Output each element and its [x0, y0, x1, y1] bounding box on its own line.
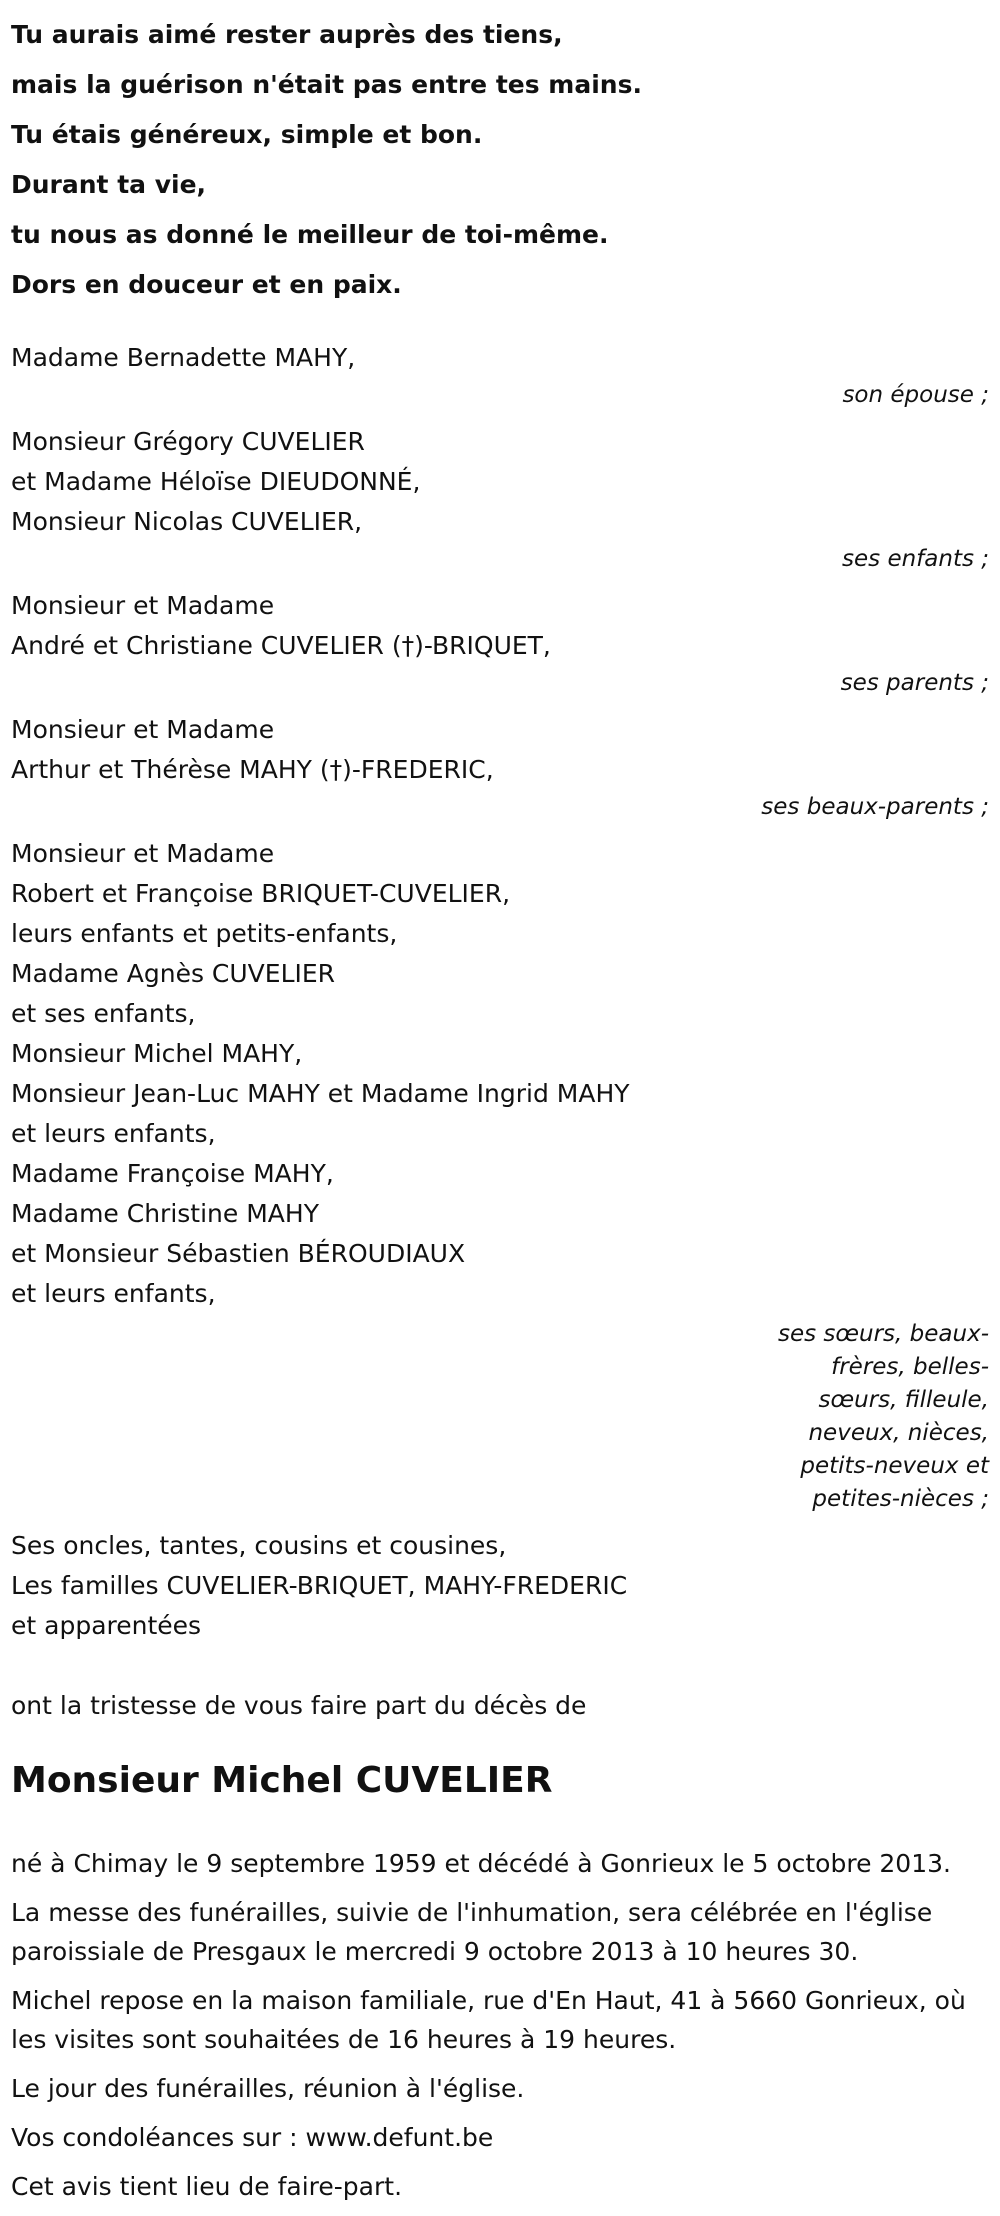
- family-member-name: Madame Christine MAHY: [11, 1199, 319, 1228]
- family-member-name: et Madame Héloïse DIEUDONNÉ,: [11, 467, 421, 496]
- family-member-name: et leurs enfants,: [11, 1279, 216, 1308]
- poem-line: mais la guérison n'était pas entre tes mains.: [11, 70, 642, 99]
- relation-label: ses sœurs, beaux-frères, belles-sœurs, filleule, neveux, nièces, petits-neveux et petites-nièces ;: [777, 1321, 989, 1512]
- family-group-siblings: [11, 834, 989, 1516]
- family-member-name: Arthur et Thérèse MAHY (†)-FREDERIC,: [11, 755, 494, 784]
- family-member-name: Monsieur Grégory CUVELIER: [11, 427, 365, 456]
- extended-family-line: Les familles CUVELIER-BRIQUET, MAHY-FREDERIC: [11, 1571, 628, 1600]
- poem-line: Tu étais généreux, simple et bon.: [11, 120, 483, 149]
- family-member-name: André et Christiane CUVELIER (†)-BRIQUET,: [11, 631, 551, 660]
- poem-line: tu nous as donné le meilleur de toi-même.: [11, 220, 609, 249]
- family-member-name: Madame Bernadette MAHY,: [11, 343, 356, 372]
- notice-footer: Cet avis tient lieu de faire-part.: [11, 2172, 403, 2201]
- family-member-name: Monsieur et Madame: [11, 839, 275, 868]
- poem-line: Durant ta vie,: [11, 170, 207, 199]
- poem-line: Tu aurais aimé rester auprès des tiens,: [11, 20, 563, 49]
- extended-family-line: et apparentées: [11, 1611, 202, 1640]
- family-member-name: Monsieur et Madame: [11, 591, 275, 620]
- family-member-name: leurs enfants et petits-enfants,: [11, 919, 398, 948]
- poem-line: Dors en douceur et en paix.: [11, 270, 402, 299]
- funeral-day-info: Le jour des funérailles, réunion à l'église.: [11, 2074, 525, 2103]
- funeral-details: [11, 1844, 989, 2206]
- relation-label: ses parents ;: [840, 670, 989, 696]
- poem: [11, 0, 989, 310]
- condolences-info: Vos condoléances sur : www.defunt.be: [11, 2123, 494, 2152]
- family-member-name: Monsieur Nicolas CUVELIER,: [11, 507, 363, 536]
- family-group-spouse: [11, 338, 989, 412]
- family-member-name: Madame Françoise MAHY,: [11, 1159, 334, 1188]
- announcement-intro: ont la tristesse de vous faire part du décès de: [11, 1691, 587, 1720]
- relation-label: ses enfants ;: [842, 546, 989, 572]
- visitation-info: Michel repose en la maison familiale, rue d'En Haut, 41 à 5660 Gonrieux, où les visites sont souhaitées de 16 heures à 19 heures.: [11, 1986, 966, 2054]
- family-member-name: Madame Agnès CUVELIER: [11, 959, 336, 988]
- family-member-name: et leurs enfants,: [11, 1119, 216, 1148]
- relation-label: son épouse ;: [842, 382, 989, 408]
- family-member-name: et ses enfants,: [11, 999, 196, 1028]
- funeral-mass-info: La messe des funérailles, suivie de l'inhumation, sera célébrée en l'église paroissiale de Presgaux le mercredi 9 octobre 2013 à 10 heures 30.: [11, 1898, 933, 1966]
- family-member-name: Robert et Françoise BRIQUET-CUVELIER,: [11, 879, 511, 908]
- family-group-children: [11, 422, 989, 576]
- family-member-name: Monsieur et Madame: [11, 715, 275, 744]
- family-member-name: Monsieur Michel MAHY,: [11, 1039, 303, 1068]
- family-group-parents-in-law: [11, 710, 989, 824]
- deceased-name: Monsieur Michel CUVELIER: [11, 1760, 553, 1801]
- family-group-parents: [11, 586, 989, 700]
- extended-family: [11, 1526, 989, 1646]
- death-notice: [11, 0, 989, 2216]
- birth-death-info: né à Chimay le 9 septembre 1959 et décédé à Gonrieux le 5 octobre 2013.: [11, 1849, 951, 1878]
- family-list: [11, 338, 989, 1516]
- family-member-name: et Monsieur Sébastien BÉROUDIAUX: [11, 1239, 466, 1268]
- relation-label: ses beaux-parents ;: [761, 794, 989, 820]
- extended-family-line: Ses oncles, tantes, cousins et cousines,: [11, 1531, 507, 1560]
- family-member-name: Monsieur Jean-Luc MAHY et Madame Ingrid MAHY: [11, 1079, 630, 1108]
